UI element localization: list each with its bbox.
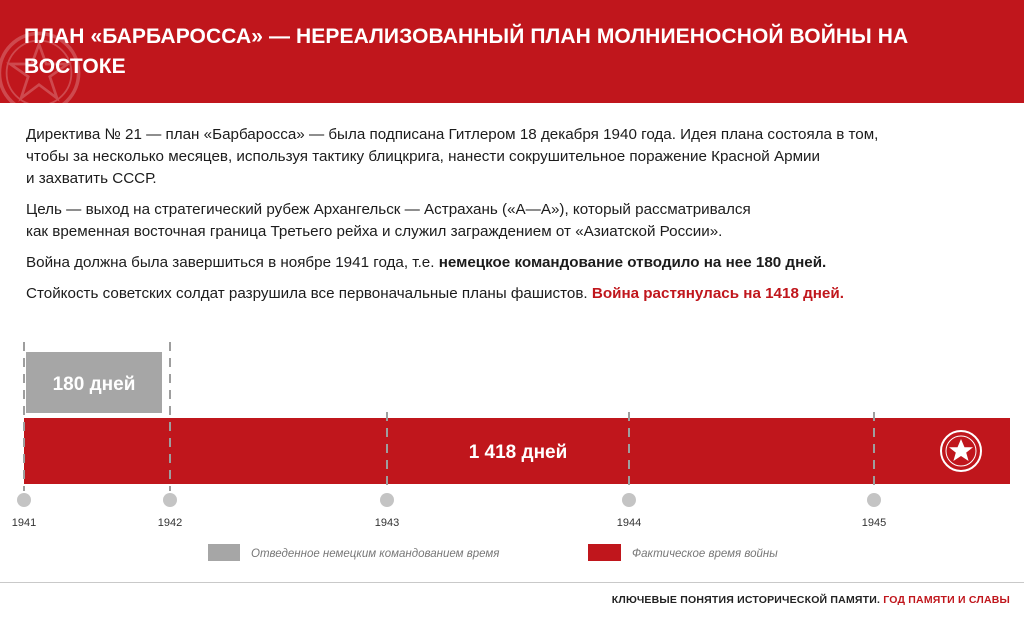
paragraph-planned-duration (26, 252, 1006, 274)
text-plain: Война должна была завершиться в ноябре 1941 года, т.е. (26, 254, 439, 271)
year-tick-label: 1942 (157, 517, 183, 529)
legend-label-planned: Отведенное немецким командованием время (251, 548, 500, 560)
legend-swatch-planned (208, 544, 240, 561)
footer-divider (0, 582, 1024, 583)
footer (612, 594, 1010, 606)
year-tick-dot (622, 493, 636, 507)
text-line: Цель — выход на стратегический рубеж Архангельск — Астрахань («А—А»), который рассматривался (26, 201, 751, 218)
intro-text (26, 124, 1006, 314)
text-plain: Стойкость советских солдат разрушила все первоначальные планы фашистов. (26, 285, 592, 302)
paragraph-goal (26, 199, 1006, 243)
year-tick-dot (17, 493, 31, 507)
text-line: чтобы за несколько месяцев, используя тактику блицкрига, нанести сокрушительное поражение Красной Армии (26, 148, 820, 165)
text-line: и захватить СССР. (26, 170, 157, 187)
actual-duration-label: 1 418 дней (468, 442, 568, 463)
paragraph-actual-duration (26, 283, 1006, 305)
year-tick-label: 1943 (374, 517, 400, 529)
text-line: Директива № 21 — план «Барбаросса» — была подписана Гитлером 18 декабря 1940 года. Идея плана состояла в том, (26, 126, 879, 143)
page-header (0, 0, 1024, 103)
war-duration-chart (0, 330, 1024, 580)
year-tick-dot (867, 493, 881, 507)
page-title: ПЛАН «БАРБАРОССА» — НЕРЕАЛИЗОВАННЫЙ ПЛАН МОЛНИЕНОСНОЙ ВОЙНЫ НА ВОСТОКЕ (24, 25, 909, 78)
text-accent: Война растянулась на 1418 дней. (591, 285, 844, 302)
legend-swatch-actual (588, 544, 621, 561)
paragraph-directive (26, 124, 1006, 190)
text-emphasis: немецкое командование отводило на нее 180 дней. (438, 254, 827, 271)
footer-accent: ГОД ПАМЯТИ И СЛАВЫ (883, 594, 1010, 606)
planned-duration-label: 180 дней (52, 374, 136, 395)
year-tick-dot (380, 493, 394, 507)
year-tick-label: 1945 (861, 517, 887, 529)
year-tick-label: 1944 (616, 517, 642, 529)
legend-label-actual: Фактическое время войны (632, 548, 778, 560)
footer-label: КЛЮЧЕВЫЕ ПОНЯТИЯ ИСТОРИЧЕСКОЙ ПАМЯТИ. (611, 594, 881, 606)
year-tick-label: 1941 (11, 517, 37, 529)
text-line: как временная восточная граница Третьего рейха и служил заграждением от «Азиатской России». (26, 223, 723, 240)
year-tick-dot (163, 493, 177, 507)
